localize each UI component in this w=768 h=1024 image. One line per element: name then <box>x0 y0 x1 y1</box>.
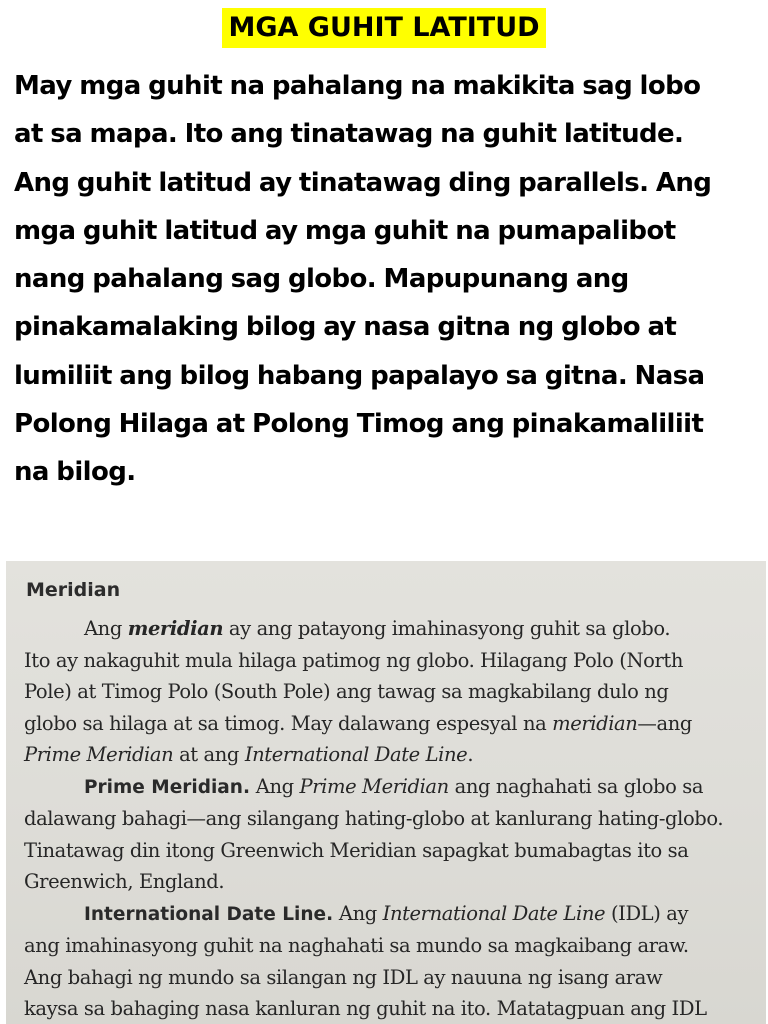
excerpt-line: Pole) at Timog Polo (South Pole) ang tawag sa magkabilang dulo ng <box>24 680 669 703</box>
excerpt-line <box>24 739 736 771</box>
italic-term: Prime Meridian <box>24 743 174 766</box>
excerpt-line: kaysa sa bahaging nasa kanluran ng guhit na ito. Matatagpuan ang IDL <box>24 997 707 1020</box>
intro-line: pinakamalaking bilog ay nasa gitna ng globo at <box>14 312 677 343</box>
scanned-textbook-excerpt <box>6 561 766 1024</box>
text-run: . <box>467 743 474 766</box>
italic-term: Prime Meridian <box>299 774 449 798</box>
text-run: globo sa hilaga at sa timog. May dalawang espesyal na <box>24 711 553 735</box>
text-run: ay ang patayong imahinasyong guhit sa globo. <box>223 617 671 640</box>
excerpt-line <box>24 613 736 645</box>
intro-line: na bilog. <box>14 457 136 488</box>
title-container <box>0 8 768 48</box>
excerpt-body <box>24 613 736 1024</box>
intro-line: May mga guhit na pahalang na makikita sag lobo <box>14 71 701 101</box>
page-title: MGA GUHIT LATITUD <box>222 8 545 48</box>
subsection-heading: Prime Meridian. <box>84 776 250 798</box>
intro-paragraph <box>14 62 764 497</box>
text-run: (IDL) ay <box>605 901 689 925</box>
italic-term: International Date Line <box>382 901 606 925</box>
excerpt-line <box>24 708 736 740</box>
italic-term: meridian <box>552 711 638 735</box>
excerpt-line: dalawang bahagi—ang silangang hating-globo at kanlurang hating-globo. <box>24 807 724 830</box>
text-run: —ang <box>637 711 692 735</box>
section-heading: Meridian <box>26 579 121 601</box>
excerpt-line: Ito ay nakaguhit mula hilaga patimog ng globo. Hilagang Polo (North <box>24 648 683 672</box>
intro-line: Polong Hilaga at Polong Timog ang pinakamaliliit <box>14 409 704 440</box>
subsection-heading: International Date Line. <box>84 903 334 925</box>
intro-line: at sa mapa. Ito ang tinatawag na guhit latitude. <box>14 119 684 150</box>
excerpt-line: Ang bahagi ng mundo sa silangan ng IDL ay nauuna ng isang araw <box>24 965 663 989</box>
excerpt-line: ang imahinasyong guhit na naghahati sa mundo sa magkaibang araw. <box>24 934 689 957</box>
intro-line: Ang guhit latitud ay tinatawag ding parallels. Ang <box>14 167 712 198</box>
excerpt-line <box>24 771 736 804</box>
text-run: Ang <box>84 617 128 640</box>
text-run: ang naghahati sa globo sa <box>448 774 704 798</box>
italic-term: International Date Line <box>244 743 468 766</box>
intro-line: nang pahalang sag globo. Mapupunang ang <box>14 264 629 295</box>
intro-line: mga guhit latitud ay mga guhit na pumapalibot <box>14 215 676 246</box>
emphasized-term: meridian <box>127 617 224 640</box>
text-run: Ang <box>249 774 300 798</box>
excerpt-line <box>24 898 736 931</box>
text-run: Ang <box>333 901 383 925</box>
text-run: at ang <box>173 743 245 766</box>
intro-line: lumiliit ang bilog habang papalayo sa gitna. Nasa <box>14 360 705 391</box>
excerpt-line: Tinatawag din itong Greenwich Meridian sapagkat bumabagtas ito sa <box>24 838 689 862</box>
excerpt-line: Greenwich, England. <box>24 870 225 893</box>
